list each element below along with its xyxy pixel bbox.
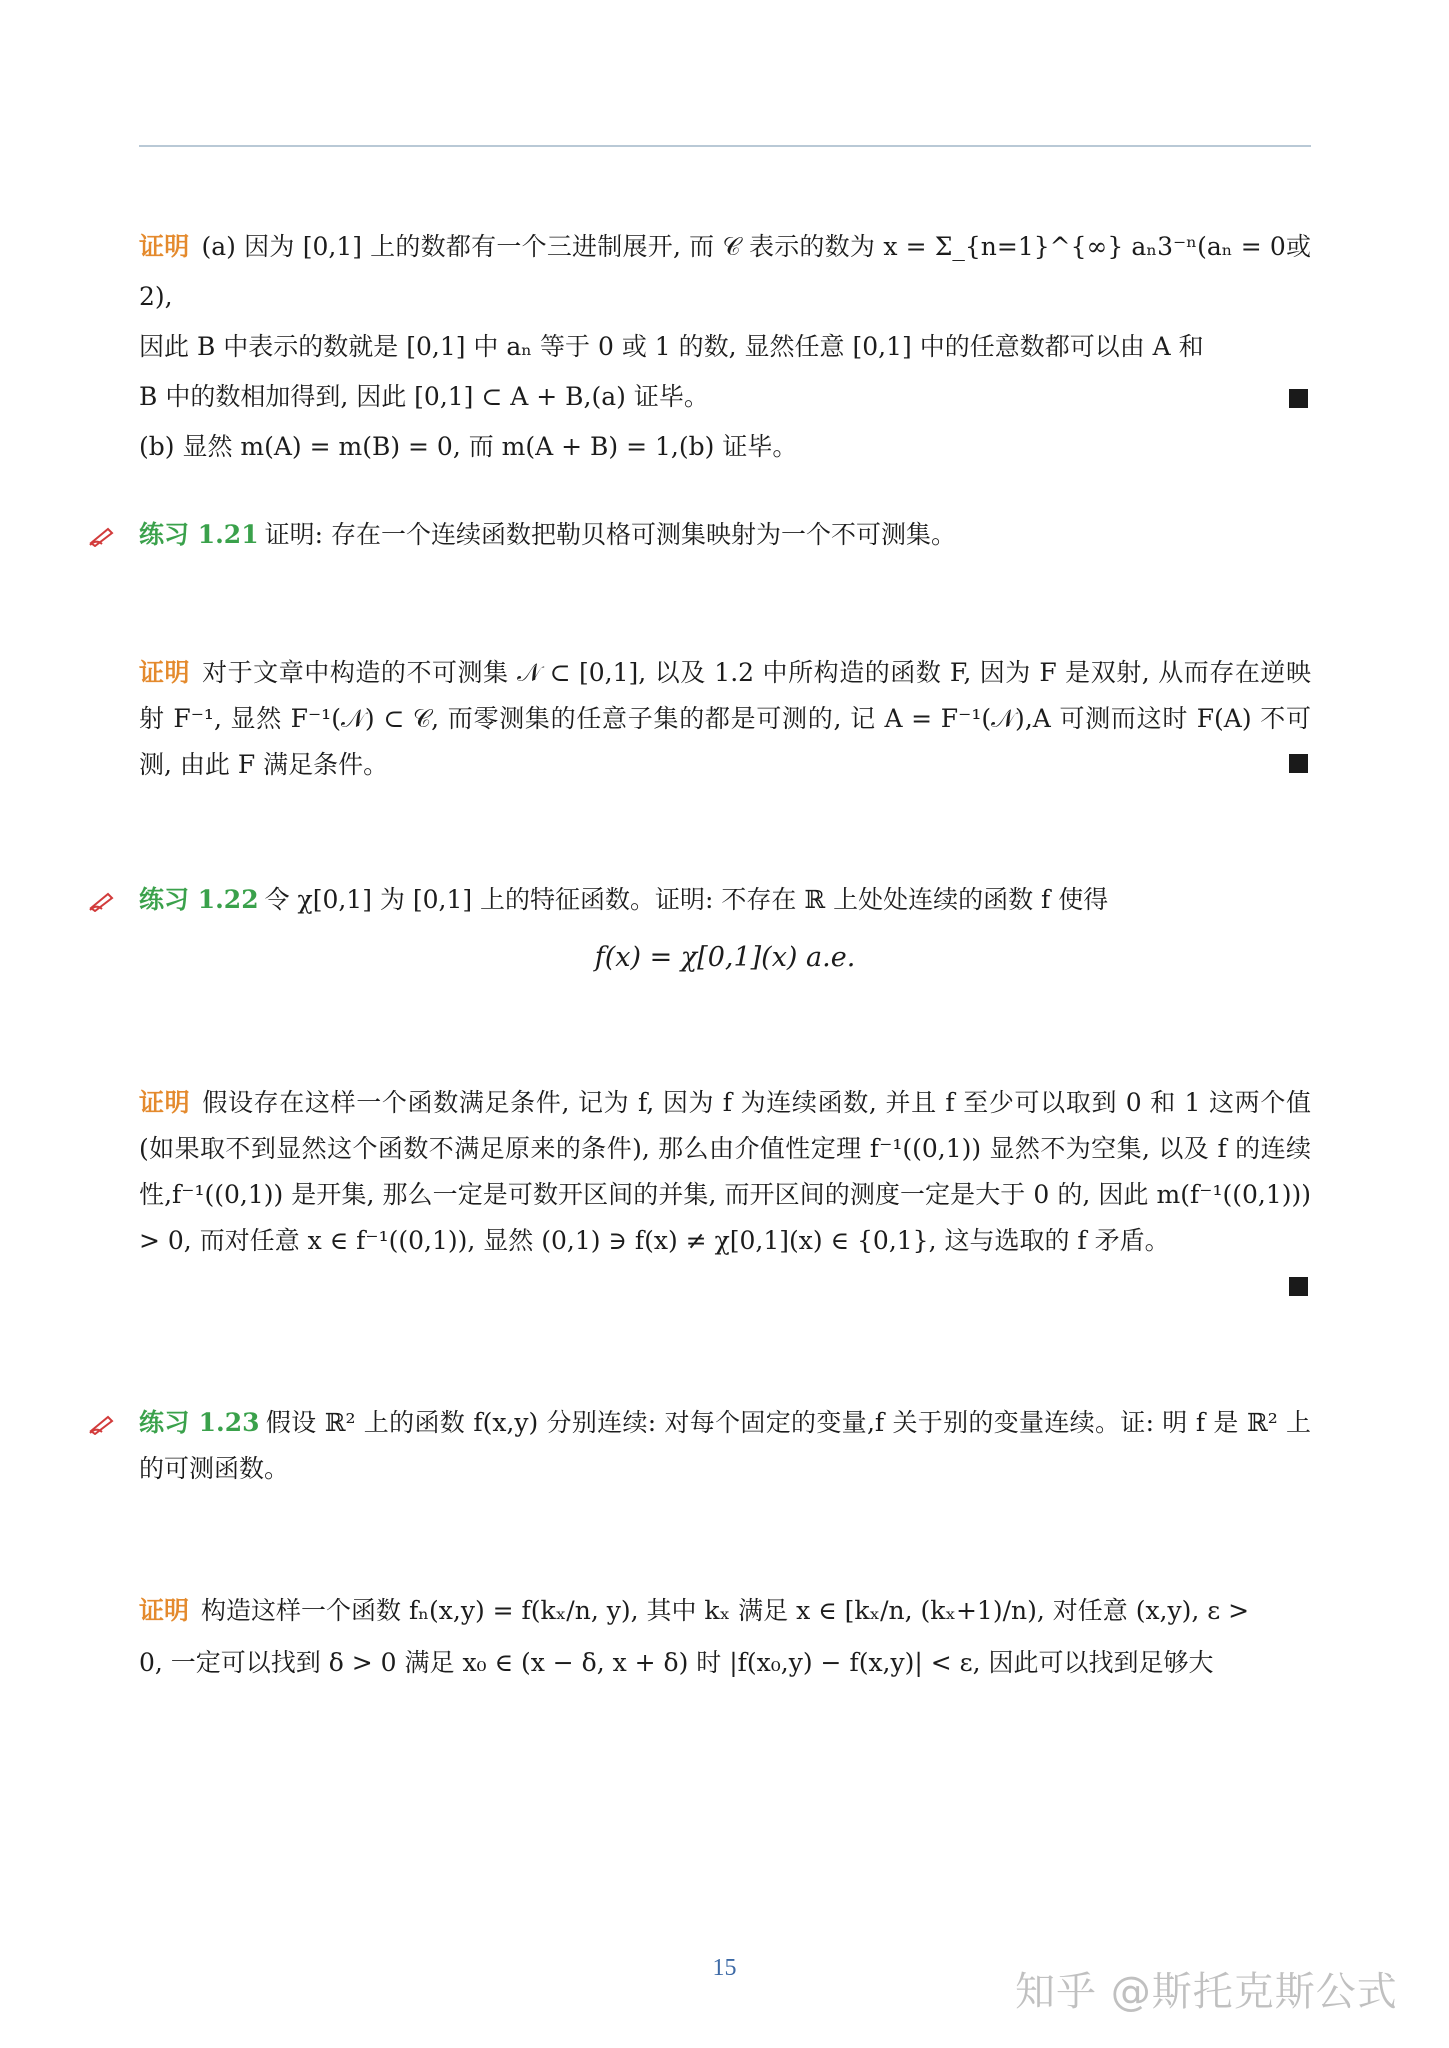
- proof-4-text: 构造这样一个函数 fₙ(x,y) = f(kₓ/n, y), 其中 kₓ 满足 x ∈ [kₓ/n, (kₓ+1)/n), 对任意 (x,y), ε >: [201, 1596, 1250, 1625]
- display-equation: f(x) = χ[0,1](x) a.e.: [594, 942, 856, 973]
- proof-4-line-1: [139, 1585, 1311, 1637]
- qed-square: [1289, 754, 1308, 773]
- proof-4-line-2: 0, 一定可以找到 δ > 0 满足 x₀ ∈ (x − δ, x + δ) 时 |f(x₀,y) − f(x,y)| < ε, 因此可以找到足够大: [139, 1648, 1214, 1677]
- proof-3: [139, 1080, 1311, 1264]
- proof-3-text: 假设存在这样一个函数满足条件, 记为 f, 因为 f 为连续函数, 并且 f 至少可以取到 0 和 1 这两个值 (如果取不到显然这个函数不满足原来的条件), 那么由介值性定理 f⁻¹((0,1)) 显然不为空集, 以及 f 的连续性,f⁻¹((0,1)) 是开集, 那么一定是可数开区间的并集, 而开区间的测度一定是大于 0 的, 因此 m(f⁻¹((0,1))) > 0, 而对任意 x ∈ f⁻¹((0,1)), 显然 (0,1) ∋ f(x) ≠ χ[0,1](x) ∈ {0,1}, 这与选取的 f 矛盾。: [139, 1088, 1311, 1255]
- qed-square: [1289, 1277, 1308, 1296]
- proof-1: [139, 222, 1311, 472]
- qed-square: [1289, 389, 1308, 408]
- proof-label: 证明: [139, 1596, 190, 1625]
- exercise-1-23: [139, 1400, 1311, 1492]
- pencil-icon: [88, 890, 116, 912]
- pencil-icon: [88, 525, 116, 547]
- proof-label: 证明: [139, 658, 191, 687]
- proof-1-text: (a) 因为 [0,1] 上的数都有一个三进制展开, 而 𝒞 表示的数为 x = Σ_{n=1}^{∞} aₙ3⁻ⁿ(aₙ = 0或2),: [139, 232, 1311, 311]
- proof-label: 证明: [139, 232, 190, 261]
- proof-label: 证明: [139, 1088, 191, 1117]
- watermark: 知乎 @斯托克斯公式: [1015, 1969, 1398, 2015]
- proof-2-text: 对于文章中构造的不可测集 𝒩 ⊂ [0,1], 以及 1.2 中所构造的函数 F, 因为 F 是双射, 从而存在逆映射 F⁻¹, 显然 F⁻¹(𝒩) ⊂ 𝒞, 而零测集的任意子集的都是可测的, 记 A = F⁻¹(𝒩),A 可测而这时 F(A) 不可测, 由此 F 满足条件。: [139, 658, 1311, 779]
- exercise-label: 练习 1.22: [139, 885, 259, 914]
- exercise-label: 练习 1.23: [139, 1408, 260, 1437]
- proof-1-line-3: B 中的数相加得到, 因此 [0,1] ⊂ A + B,(a) 证毕。: [139, 382, 709, 411]
- exercise-1-22: [139, 883, 1311, 917]
- proof-2: [139, 650, 1311, 788]
- exercise-text: 证明: 存在一个连续函数把勒贝格可测集映射为一个不可测集。: [264, 520, 956, 549]
- exercise-text: 令 χ[0,1] 为 [0,1] 上的特征函数。证明: 不存在 ℝ 上处处连续的函数 f 使得: [264, 885, 1109, 914]
- exercise-label: 练习 1.21: [139, 520, 259, 549]
- exercise-text: 假设 ℝ² 上的函数 f(x,y) 分别连续: 对每个固定的变量,f 关于别的变量连续。证: 明 f 是 ℝ² 上的可测函数。: [139, 1408, 1312, 1483]
- proof-4: [139, 1585, 1311, 1689]
- page-number: 15: [712, 1955, 737, 1981]
- header-rule: [139, 145, 1311, 147]
- proof-1-line-4: (b) 显然 m(A) = m(B) = 0, 而 m(A + B) = 1,(b) 证毕。: [139, 432, 798, 461]
- exercise-1-21: [139, 518, 1311, 552]
- pencil-icon: [88, 1413, 116, 1435]
- proof-1-line-2: 因此 B 中表示的数就是 [0,1] 中 aₙ 等于 0 或 1 的数, 显然任意 [0,1] 中的任意数都可以由 A 和: [139, 332, 1204, 361]
- proof-1-line-1: [139, 222, 1311, 322]
